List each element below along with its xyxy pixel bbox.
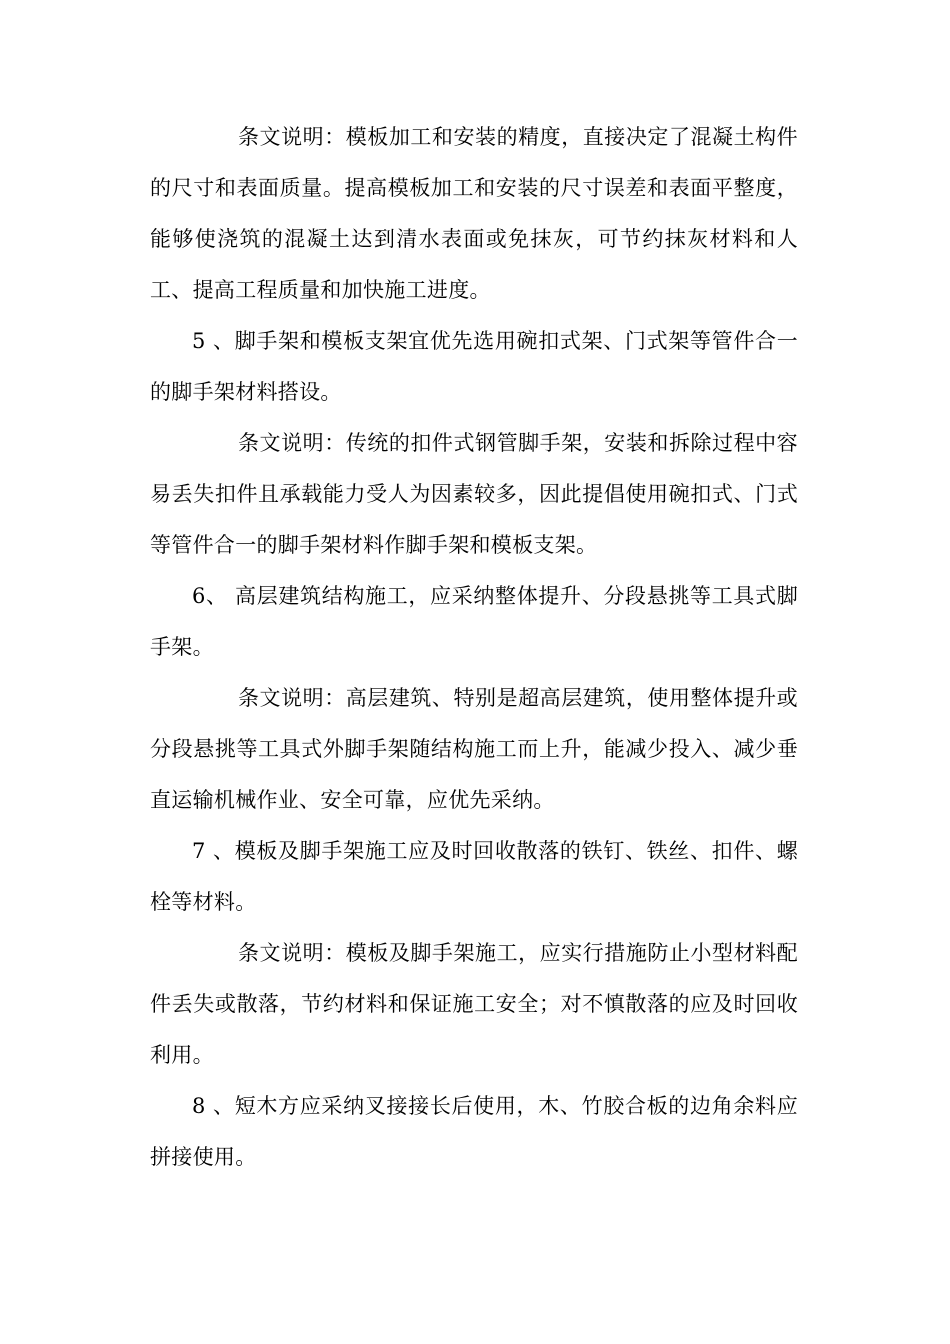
note-paragraph-1: 条文说明：模板加工和安装的精度，直接决定了混凝土构件的尺寸和表面质量。提高模板加工和安装的尺寸误差和表面平整度，能够使浇筑的混凝土达到清水表面或免抹灰，可节约抹灰材料和人工、提高工程质量和加快施工进度。 [150,125,798,302]
item-paragraph-7: 7 、模板及脚手架施工应及时回收散落的铁钉、铁丝、扣件、螺栓等材料。 [150,839,798,914]
item-paragraph-6: 6、 高层建筑结构施工，应采纳整体提升、分段悬挑等工具式脚手架。 [150,584,798,659]
document-body [150,112,798,1183]
item-paragraph-5: 5 、脚手架和模板支架宜优先选用碗扣式架、门式架等管件合一的脚手架材料搭设。 [150,329,798,404]
note-paragraph-7: 条文说明：模板及脚手架施工，应实行措施防止小型材料配件丢失或散落，节约材料和保证施工安全；对不慎散落的应及时回收利用。 [150,941,798,1067]
note-paragraph-5: 条文说明：传统的扣件式钢管脚手架，安装和拆除过程中容易丢失扣件且承载能力受人为因素较多，因此提倡使用碗扣式、门式等管件合一的脚手架材料作脚手架和模板支架。 [150,431,798,557]
item-paragraph-8: 8 、短木方应采纳叉接接长后使用，木、竹胶合板的边角余料应拼接使用。 [150,1094,798,1169]
note-paragraph-6: 条文说明：高层建筑、特别是超高层建筑，使用整体提升或分段悬挑等工具式外脚手架随结构施工而上升，能减少投入、减少垂直运输机械作业、安全可靠，应优先采纳。 [150,686,798,812]
